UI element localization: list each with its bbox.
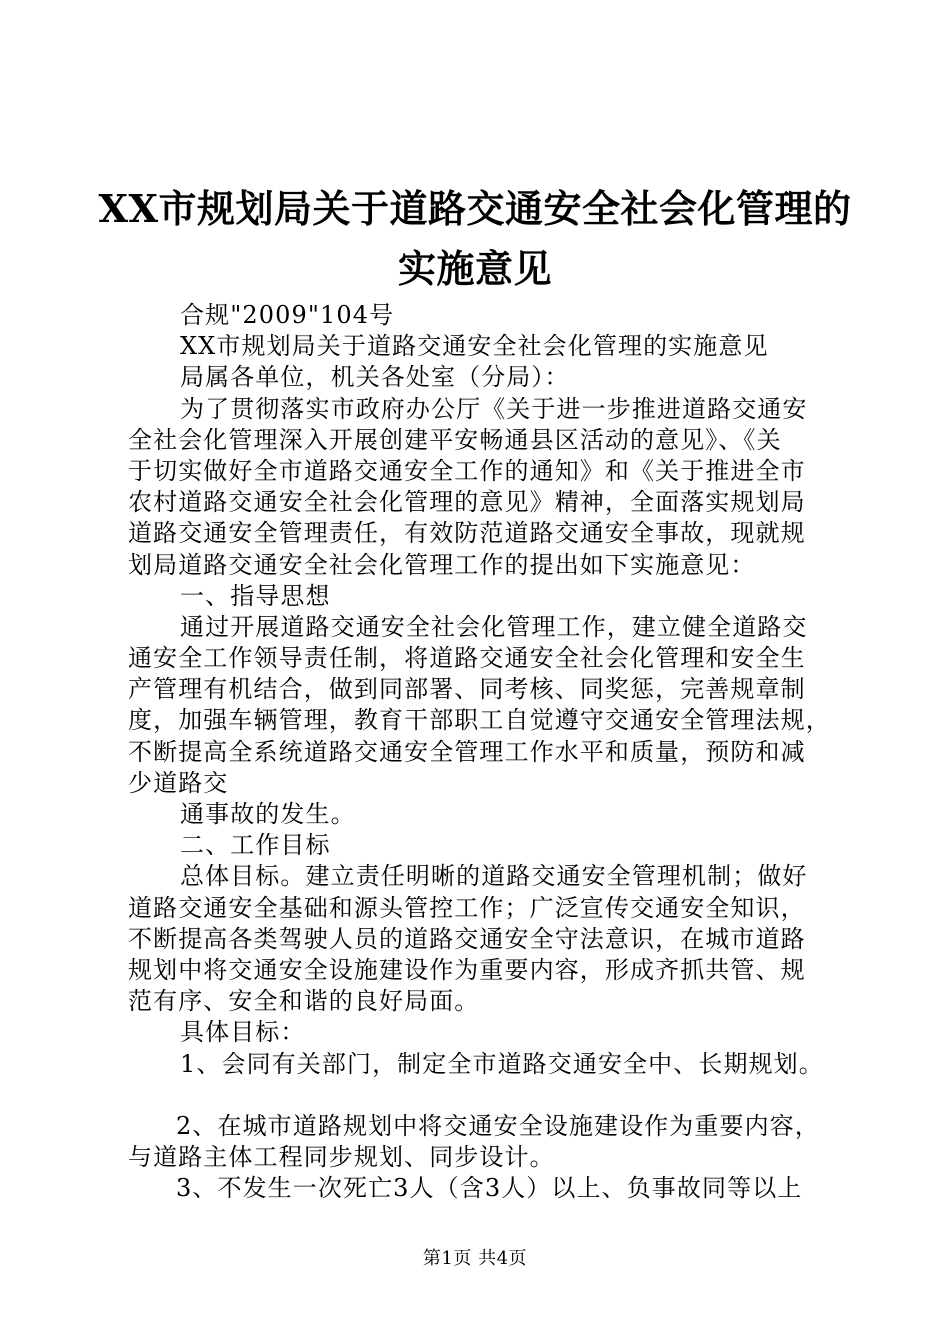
document-title-line-2: 实施意见 — [397, 246, 552, 291]
specific-goals-heading: 具体目标： — [180, 1018, 306, 1047]
section-heading: 二、工作目标 — [180, 831, 331, 860]
section1-line: 少道路交 — [128, 768, 229, 797]
intro-line: 农村道路交通安全社会化管理的意见》精神，全面落实规划局 — [128, 488, 806, 517]
section1-line: 度，加强车辆管理，教育干部职工自觉遵守交通安全管理法规， — [128, 706, 831, 735]
intro-line: 于切实做好全市道路交通安全工作的通知》和《关于推进全市 — [128, 456, 806, 485]
doc-number: 合规"2009"104号 — [180, 301, 395, 329]
section2-line: 道路交通安全基础和源头管控工作；广泛宣传交通安全知识， — [128, 893, 806, 922]
goal-item-2-continued: 与道路主体工程同步规划、同步设计。 — [128, 1142, 555, 1171]
goal-item-1: 1、会同有关部门，制定全市道路交通安全中、长期规划。 — [180, 1049, 824, 1078]
section2-line: 规划中将交通安全设施建设作为重要内容，形成齐抓共管、规 — [128, 955, 806, 984]
addressee: 局属各单位，机关各处室（分局）： — [180, 363, 570, 392]
section2-line: 总体目标。建立责任明晰的道路交通安全管理机制；做好 — [180, 862, 808, 891]
document-title-line-1: XX市规划局关于道路交通安全社会化管理的 — [98, 186, 852, 231]
section2-line: 不断提高各类驾驶人员的道路交通安全守法意识，在城市道路 — [128, 924, 806, 953]
section2-line: 范有序、安全和谐的良好局面。 — [128, 987, 480, 1016]
section-heading: 一、指导思想 — [180, 581, 331, 610]
section1-line: 产管理有机结合，做到同部署、同考核、同奖惩，完善规章制 — [128, 675, 806, 704]
doc-subtitle: XX市规划局关于道路交通安全社会化管理的实施意见 — [180, 332, 769, 361]
section1-line: 通安全工作领导责任制，将道路交通安全社会化管理和安全生 — [128, 644, 806, 673]
section1-tail: 通事故的发生。 — [180, 800, 356, 828]
intro-line: 全社会化管理深入开展创建平安畅通县区活动的意见》、《关 — [128, 425, 782, 454]
goal-item-3: 3、不发生一次死亡3人（含3人）以上、负事故同等以上 — [176, 1174, 803, 1203]
page-footer: 第1页 共4页 — [422, 1248, 528, 1269]
intro-line: 为了贯彻落实市政府办公厅《关于进一步推进道路交通安 — [180, 394, 808, 423]
document-body — [128, 300, 831, 1204]
paragraph-gap — [128, 1080, 828, 1111]
goal-item-2: 2、在城市道路规划中将交通安全设施建设作为重要内容， — [176, 1111, 820, 1140]
intro-line: 道路交通安全管理责任，有效防范道路交通安全事故，现就规 — [128, 519, 806, 548]
intro-line: 划局道路交通安全社会化管理工作的提出如下实施意见： — [128, 550, 756, 579]
section1-line: 通过开展道路交通安全社会化管理工作，建立健全道路交 — [180, 612, 808, 641]
section1-line: 不断提高全系统道路交通安全管理工作水平和质量，预防和减 — [128, 737, 806, 766]
